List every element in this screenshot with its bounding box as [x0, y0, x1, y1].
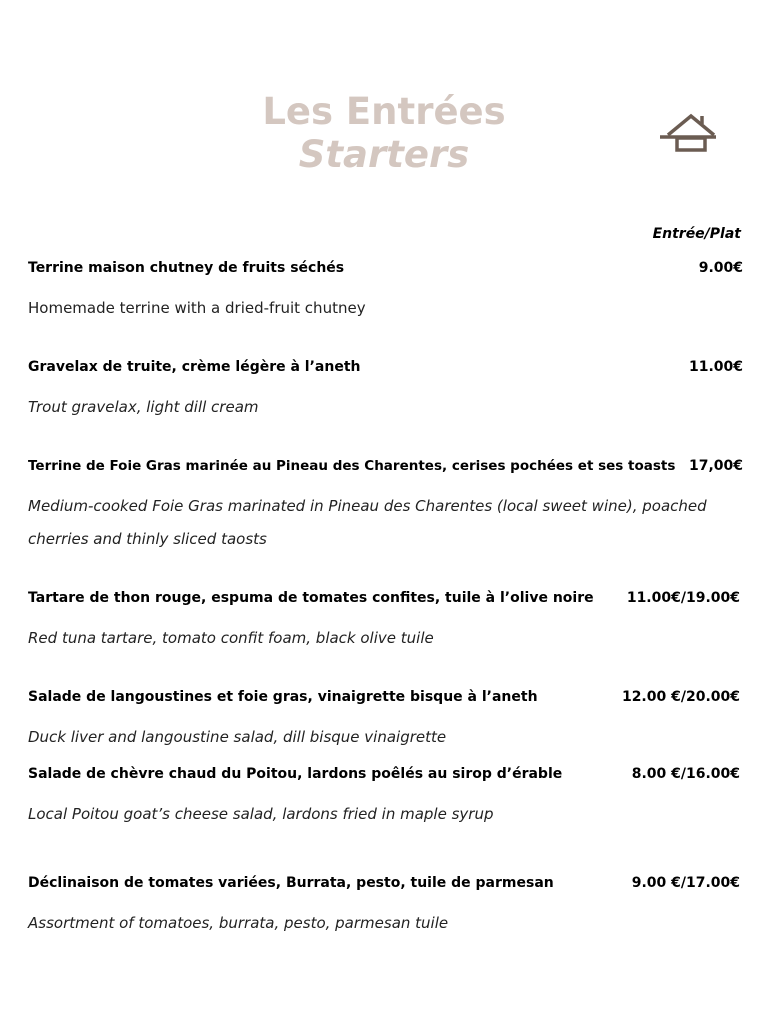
home-icon[interactable]	[658, 110, 720, 156]
page-title-english: Starters	[298, 133, 470, 176]
menu-item-name-english: Medium-cooked Foie Gras marinated in Pineau des Charentes (local sweet wine), poached cherries and thinly sliced taosts	[28, 497, 707, 548]
menu-item-name-french: Déclinaison de tomates variées, Burrata, pesto, tuile de parmesan	[28, 875, 554, 891]
menu-item-name-french: Tartare de thon rouge, espuma de tomates confites, tuile à l’olive noire	[28, 590, 594, 606]
column-header-entree-plat: Entrée/Plat	[652, 226, 741, 242]
menu-item-name-english: Homemade terrine with a dried-fruit chutney	[28, 299, 366, 317]
page-title-french: Les Entrées	[262, 90, 506, 133]
menu-item-name-french: Terrine maison chutney de fruits séchés	[28, 260, 345, 276]
menu-item-name-english: Assortment of tomatoes, burrata, pesto, parmesan tuile	[28, 914, 449, 932]
menu-item-name-french: Terrine de Foie Gras marinée au Pineau des Charentes, cerises pochées et ses toasts	[28, 458, 676, 474]
menu-item-price: 8.00 €/16.00€	[631, 766, 740, 782]
menu-item-price: 11.00€	[688, 359, 743, 375]
menu-item-name-english: Trout gravelax, light dill cream	[28, 398, 259, 416]
menu-item-price: 11.00€/19.00€	[626, 590, 740, 606]
menu-item-price: 17,00€	[688, 458, 743, 474]
menu-item-name-french: Gravelax de truite, crème légère à l’aneth	[28, 359, 361, 375]
menu-item-name-english: Duck liver and langoustine salad, dill bisque vinaigrette	[28, 728, 447, 746]
menu-item-name-english: Local Poitou goat’s cheese salad, lardons fried in maple syrup	[28, 805, 494, 823]
menu-item-name-french: Salade de langoustines et foie gras, vinaigrette bisque à l’aneth	[28, 689, 538, 705]
menu-item-name-english: Red tuna tartare, tomato confit foam, black olive tuile	[28, 629, 434, 647]
menu-item-name-french: Salade de chèvre chaud du Poitou, lardons poêlés au sirop d’érable	[28, 766, 563, 782]
menu-item-price: 9.00 €/17.00€	[631, 875, 740, 891]
menu-item-price: 12.00 €/20.00€	[621, 689, 740, 705]
menu-item-price: 9.00€	[698, 260, 743, 276]
